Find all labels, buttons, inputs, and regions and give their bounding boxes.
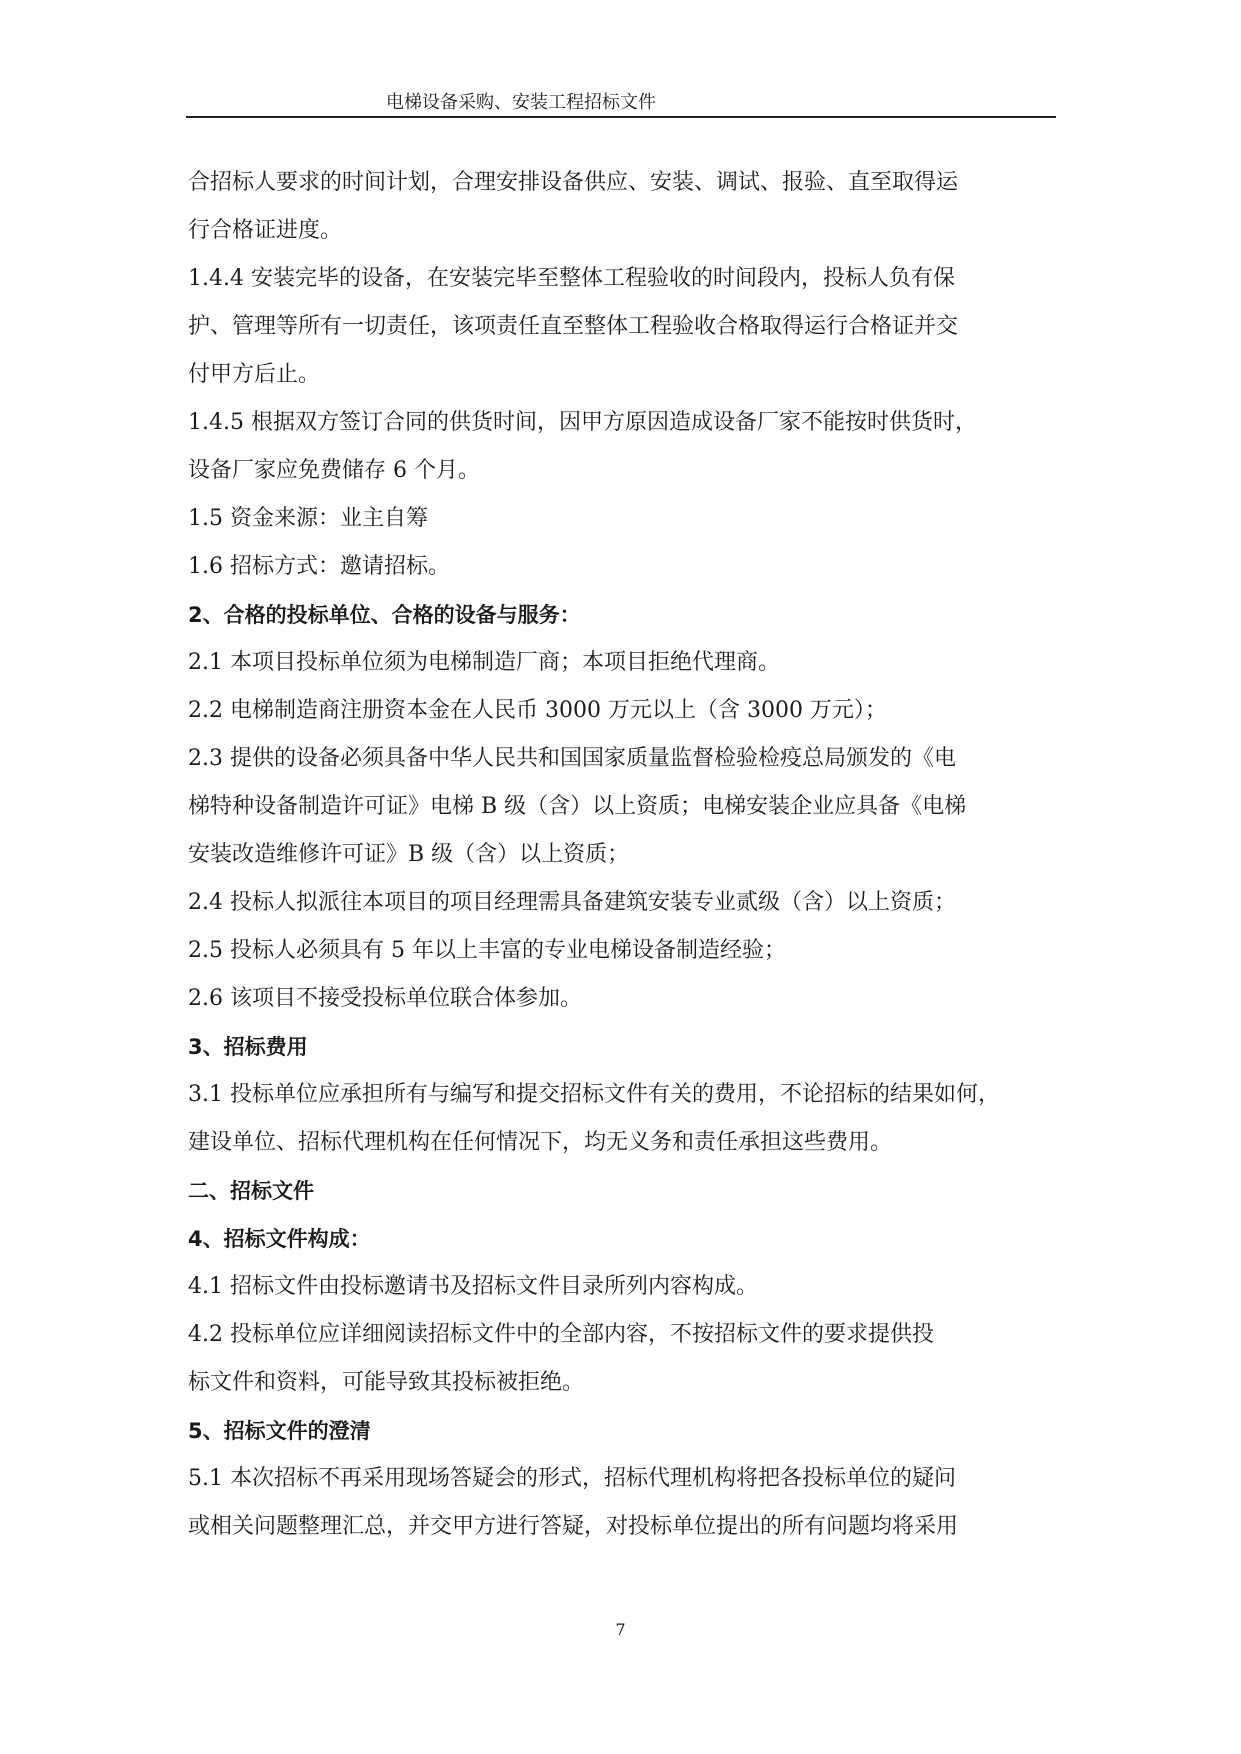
document-body [188, 159, 1056, 1551]
document-title: 电梯设备采购、安装工程招标文件 [386, 92, 656, 113]
text-line: 梯特种设备制造许可证》电梯 B 级（含）以上资质；电梯安装企业应具备《电梯 [188, 794, 967, 819]
page-header [186, 78, 1056, 118]
text-line: 2.1 本项目投标单位须为电梯制造厂商；本项目拒绝代理商。 [188, 650, 780, 675]
text-line: 5.1 本次招标不再采用现场答疑会的形式，招标代理机构将把各投标单位的疑问 [188, 1466, 956, 1491]
text-line: 2.3 提供的设备必须具备中华人民共和国国家质量监督检验检疫总局颁发的《电 [188, 746, 956, 771]
text-line: 4.1 招标文件由投标邀请书及招标文件目录所列内容构成。 [188, 1274, 758, 1299]
text-line: 或相关问题整理汇总，并交甲方进行答疑，对投标单位提出的所有问题均将采用 [188, 1514, 959, 1539]
section-heading: 3、招标费用 [188, 1035, 308, 1059]
text-line: 2.2 电梯制造商注册资本金在人民币 3000 万元以上（含 3000 万元）； [188, 698, 887, 723]
section-heading: 5、招标文件的澄清 [188, 1419, 371, 1443]
text-line: 4.2 投标单位应详细阅读招标文件中的全部内容，不按招标文件的要求提供投 [188, 1322, 934, 1347]
text-line: 护、管理等所有一切责任，该项责任直至整体工程验收合格取得运行合格证并交 [188, 314, 959, 339]
text-line: 1.5 资金来源：业主自筹 [188, 506, 428, 531]
text-line: 安装改造维修许可证》B 级（含）以上资质； [188, 842, 630, 867]
section-heading: 二、招标文件 [188, 1179, 314, 1203]
text-line: 付甲方后止。 [188, 362, 321, 387]
text-line: 2.5 投标人必须具有 5 年以上丰富的专业电梯设备制造经验； [188, 938, 786, 963]
text-line: 1.4.4 安装完毕的设备，在安装完毕至整体工程验收的时间段内，投标人负有保 [188, 266, 955, 291]
text-line: 1.4.5 根据双方签订合同的供货时间，因甲方原因造成设备厂家不能按时供货时， [188, 410, 977, 435]
text-line: 行合格证进度。 [188, 218, 343, 243]
text-line: 2.6 该项目不接受投标单位联合体参加。 [188, 986, 582, 1011]
text-line: 2.4 投标人拟派往本项目的项目经理需具备建筑安装专业贰级（含）以上资质； [188, 890, 956, 915]
text-line: 3.1 投标单位应承担所有与编写和提交招标文件有关的费用，不论招标的结果如何， [188, 1082, 1000, 1107]
section-heading: 2、合格的投标单位、合格的设备与服务： [188, 603, 581, 627]
text-line: 1.6 招标方式：邀请招标。 [188, 554, 450, 579]
text-line: 标文件和资料，可能导致其投标被拒绝。 [188, 1370, 585, 1395]
header-divider [186, 116, 1056, 118]
text-line: 合招标人要求的时间计划，合理安排设备供应、安装、调试、报验、直至取得运 [188, 170, 959, 195]
section-heading: 4、招标文件构成： [188, 1227, 371, 1251]
page-number: 7 [615, 1620, 626, 1639]
text-line: 设备厂家应免费储存 6 个月。 [188, 458, 480, 483]
text-line: 建设单位、招标代理机构在任何情况下，均无义务和责任承担这些费用。 [188, 1130, 893, 1155]
